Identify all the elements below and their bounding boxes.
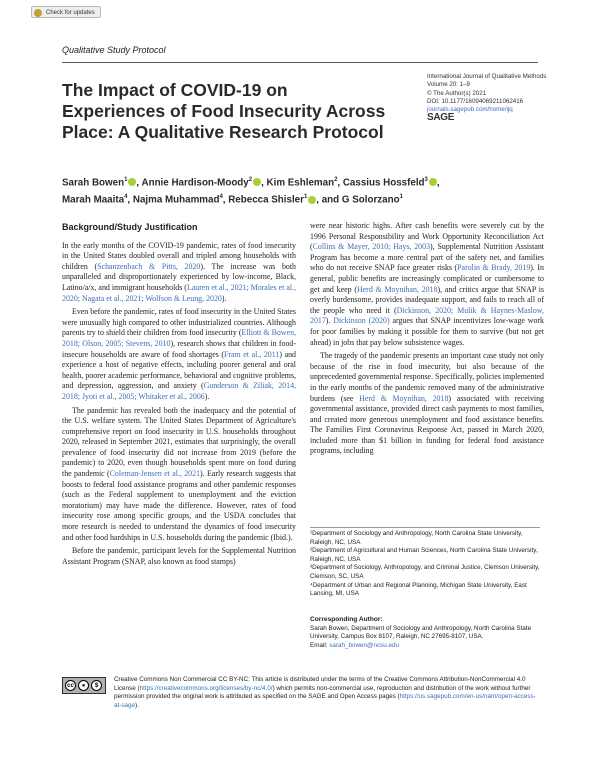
author-name: Cassius Hossfeld [342, 177, 425, 189]
cc-license-badge [62, 677, 106, 694]
section-label: Qualitative Study Protocol [62, 45, 166, 55]
citation-link[interactable]: Elliott & Bowen, 2018; Olson, 2005; Stevens, 2010 [62, 328, 296, 348]
license-text: Creative Commons Non Commercial CC BY-NC: This article is distributed under the terms of the Creative Commons Attribution-NonCommercial 4.0 License (https://creativecommons.org/licenses/by-nc/4.0/) which permits non-commercial use, reproduction and distribution of the work without further permission provided the original work is attributed as specified on the SAGE and Open Access pages (https://us.sagepub.com/en-us/nam/open-access-at-sage). [114, 676, 536, 709]
open-access-link[interactable]: https://us.sagepub.com/en-us/nam/open-access-at-sage [114, 693, 536, 709]
email-link[interactable]: sarah_bowen@ncsu.edu [329, 641, 400, 649]
affiliation: ²Department of Agricultural and Human Sciences, North Carolina State University, Raleigh, NC, USA [310, 547, 538, 563]
license-link[interactable]: https://creativecommons.org/licenses/by-nc/4.0/ [139, 684, 273, 692]
citation-link[interactable]: Herd & Moynihan, 2018 [359, 393, 449, 403]
updates-label: Check for updates [46, 10, 95, 16]
body-column-left [62, 222, 296, 567]
no-commercial-icon: $ [91, 680, 102, 691]
author-name: Sarah Bowen [62, 177, 125, 189]
citation-link[interactable]: Lauren et al., 2021; Morales et al., 2020; Nagata et al., 2021; Wolfson & Leung, 2020 [62, 282, 296, 303]
sage-logo: SAGE [427, 112, 455, 123]
corresponding-email-line: Email: sarah_bowen@ncsu.edu [310, 641, 400, 649]
journal-copyright: © The Author(s) 2021 [427, 89, 487, 97]
affiliation: ⁴Department of Urban and Regional Planning, Michigan State University, East Lansing, MI, USA [310, 581, 527, 598]
check-for-updates-badge[interactable] [31, 6, 101, 18]
journal-volume: Volume 20: 1–9 [427, 81, 471, 89]
corresponding-text: Sarah Bowen, Department of Sociology and Anthropology, North Carolina State University, Campus Box 8107, Raleigh, NC 27695-8107, USA. [310, 624, 532, 641]
orcid-icon[interactable] [308, 196, 316, 204]
body-column-right [310, 221, 544, 457]
affiliation: ³Department of Sociology, Anthropology, and Criminal Justice, Clemson University, Clemson, SC, USA [310, 564, 540, 580]
body-paragraph: The tragedy of the pandemic presents an important case study not only because of the rise in food insecurity, but also because of the unprecedented governmental response. Specifically, policies implemented in the early months of the pandemic removed many of the administrative burdens (see Herd & Moynihan, 2018) associated with receiving governmental assistance, provided direct cash payments to most families, and created more generous unemployment and food assistance benefits. The Families First Coronavirus Response Act, passed in March 2020, included more than $1 billion in funding for federal food assistance programs, including [310, 351, 544, 456]
citation-link[interactable]: Herd & Moynihan, 2018 [356, 284, 438, 294]
affiliation: ¹Department of Sociology and Anthropology, North Carolina State University, Raleigh, NC, USA [310, 530, 523, 546]
citation-link[interactable]: Dickinson (2020) [333, 316, 390, 326]
article-title: The Impact of COVID-19 on Experiences of Food Insecurity Across Place: A Qualitative Research Protocol [62, 80, 386, 142]
person-icon: ● [78, 680, 89, 691]
corresponding-heading: Corresponding Author: [310, 616, 383, 623]
author-affiliation-number: 2 [334, 177, 338, 183]
citation-link[interactable]: Coleman-Jensen et al., 2021 [109, 469, 201, 479]
author-affiliation-number: 3 [424, 177, 428, 183]
updates-icon [34, 9, 42, 17]
citation-link[interactable]: Dickinson, 2020; Mulik & Haynes-Maslow, 2017 [310, 305, 544, 326]
author-affiliation-number: 1 [399, 194, 403, 201]
corresponding-author [310, 616, 540, 650]
journal-doi: DOI: 10.1177/16094069211062416 [427, 97, 524, 105]
author-name: and G Solorzano [321, 194, 400, 206]
body-paragraph: Before the pandemic, participant levels for the Supplemental Nutrition Assistant Program (SNAP, also known as food stamps) [62, 546, 296, 566]
author-list: Sarah Bowen$^1$ , Annie Hardison-Moody$^2$ , Kim Eshleman$^2$, Cassius Hossfeld$^3$ , Marah Maaita$^4$, Najma Muhammad$^4$, Rebecca Shisler$^1$ , and G Solorzano$^1$ [62, 177, 440, 206]
orcid-icon[interactable] [253, 178, 261, 186]
citation-link[interactable]: Gunderson & Ziliak, 2014, 2018; Jyoti et al., 2005; Whitaker et al., 2006 [62, 381, 296, 401]
orcid-icon[interactable] [128, 178, 136, 186]
section-heading: Background/Study Justification [62, 222, 198, 232]
journal-name: International Journal of Qualitative Methods [427, 73, 547, 80]
author-affiliation-number: 1 [303, 194, 308, 201]
author-affiliation-number: 4 [124, 194, 128, 201]
cc-icon: cc [65, 680, 76, 691]
citation-link[interactable]: Fram et al., 2011 [224, 349, 280, 359]
citation-link[interactable]: Parolin & Brady, 2019 [457, 263, 531, 273]
author-name: Marah Maaita [62, 194, 125, 206]
author-name: Najma Muhammad [132, 194, 220, 206]
author-affiliation-number: 1 [124, 177, 128, 183]
author-affiliation-number: 4 [219, 194, 223, 201]
citation-link[interactable]: Schanzenbach & Pitts, 2020 [97, 261, 201, 271]
header-divider [62, 62, 538, 63]
body-paragraph: The pandemic has revealed both the inadequacy and the potential of the U.S. welfare system. The United States Department of Agriculture's comprehensive report on food insecurity in U.S. households throughout 2020, released in September 2021, estimates that surprisingly, the overall prevalence of food insecurity did not increase from 2019 (before the pandemic) to 2020, even though households spent more on food during the pandemic (Coleman-Jensen et al., 2021). Early research suggests that boosts to federal food assistance programs and other pandemic responses (such as the Federal supplement to unemployment and the eviction moratorium) may have made the difference. However, rates of food insecurity rose among specific groups, and the USDA concludes that more research is needed to understand the dynamics of food insecurity and other food hardships in U.S. households during the pandemic (Ibid.). [62, 405, 297, 542]
author-name: Kim Eshleman [266, 177, 335, 189]
author-affiliation-number: 2 [248, 177, 253, 183]
citation-link[interactable]: Collins & Mayer, 2010; Hays, 2003 [312, 242, 431, 252]
journal-url[interactable]: journals.sagepub.com/home/ijq [427, 106, 513, 114]
author-name: Annie Hardison-Moody [141, 177, 249, 189]
body-paragraph: In the early months of the COVID-19 pandemic, rates of food insecurity in the United States doubled overall and tripled among households with children (Schanzenbach & Pitts, 2020). The increase was both unparalleled and disproportionately experienced by low-income, Black, Latino/a/x, and immigrant households (Lauren et al., 2021; Morales et al., 2020; Nagata et al., 2021; Wolfson & Leung, 2020). [62, 240, 297, 303]
orcid-icon[interactable] [429, 178, 437, 186]
author-name: Rebecca Shisler [228, 194, 304, 206]
body-paragraph: Even before the pandemic, rates of food insecurity in the United States were unusually high compared to other industrialized countries. Although parents try to shield their children from food insecurity (Elliott & Bowen, 2018; Olson, 2005; Stevens, 2010), research shows that children in food-insecure households are aware of food shortages (Fram et al., 2011) and experience a host of negative effects, including poorer general and oral health, poorer academic performance, behavioral and cognitive problems, and depression, aggression, and anxiety (Gunderson & Ziliak, 2014, 2018; Jyoti et al., 2005; Whitaker et al., 2006). [62, 307, 296, 401]
body-paragraph: were near historic highs. After cash benefits were severely cut by the 1996 Personal Responsibility and Work Opportunity Reconciliation Act (Collins & Mayer, 2010; Hays, 2003), Supplemental Nutrition Assistant Program has become a more central part of the safety net, and families who do not receive SNAP face greater risks (Parolin & Brady, 2019). In general, public benefits are increasingly complicated or cumbersome to get and keep (Herd & Moynihan, 2018), and critics argue that SNAP is overly burdensome, provides inadequate support, and fails to reach all of the people who need it (Dickinson, 2020; Mulik & Haynes-Maslow, 2017). Dickinson (2020) argues that SNAP incentivizes low-wage work for poor families by making it possible for them to survive (but not get ahead) in jobs that pay below subsistence wages. [310, 221, 545, 347]
journal-info [427, 73, 547, 114]
affiliations [310, 530, 540, 599]
affiliations-divider [310, 527, 540, 528]
